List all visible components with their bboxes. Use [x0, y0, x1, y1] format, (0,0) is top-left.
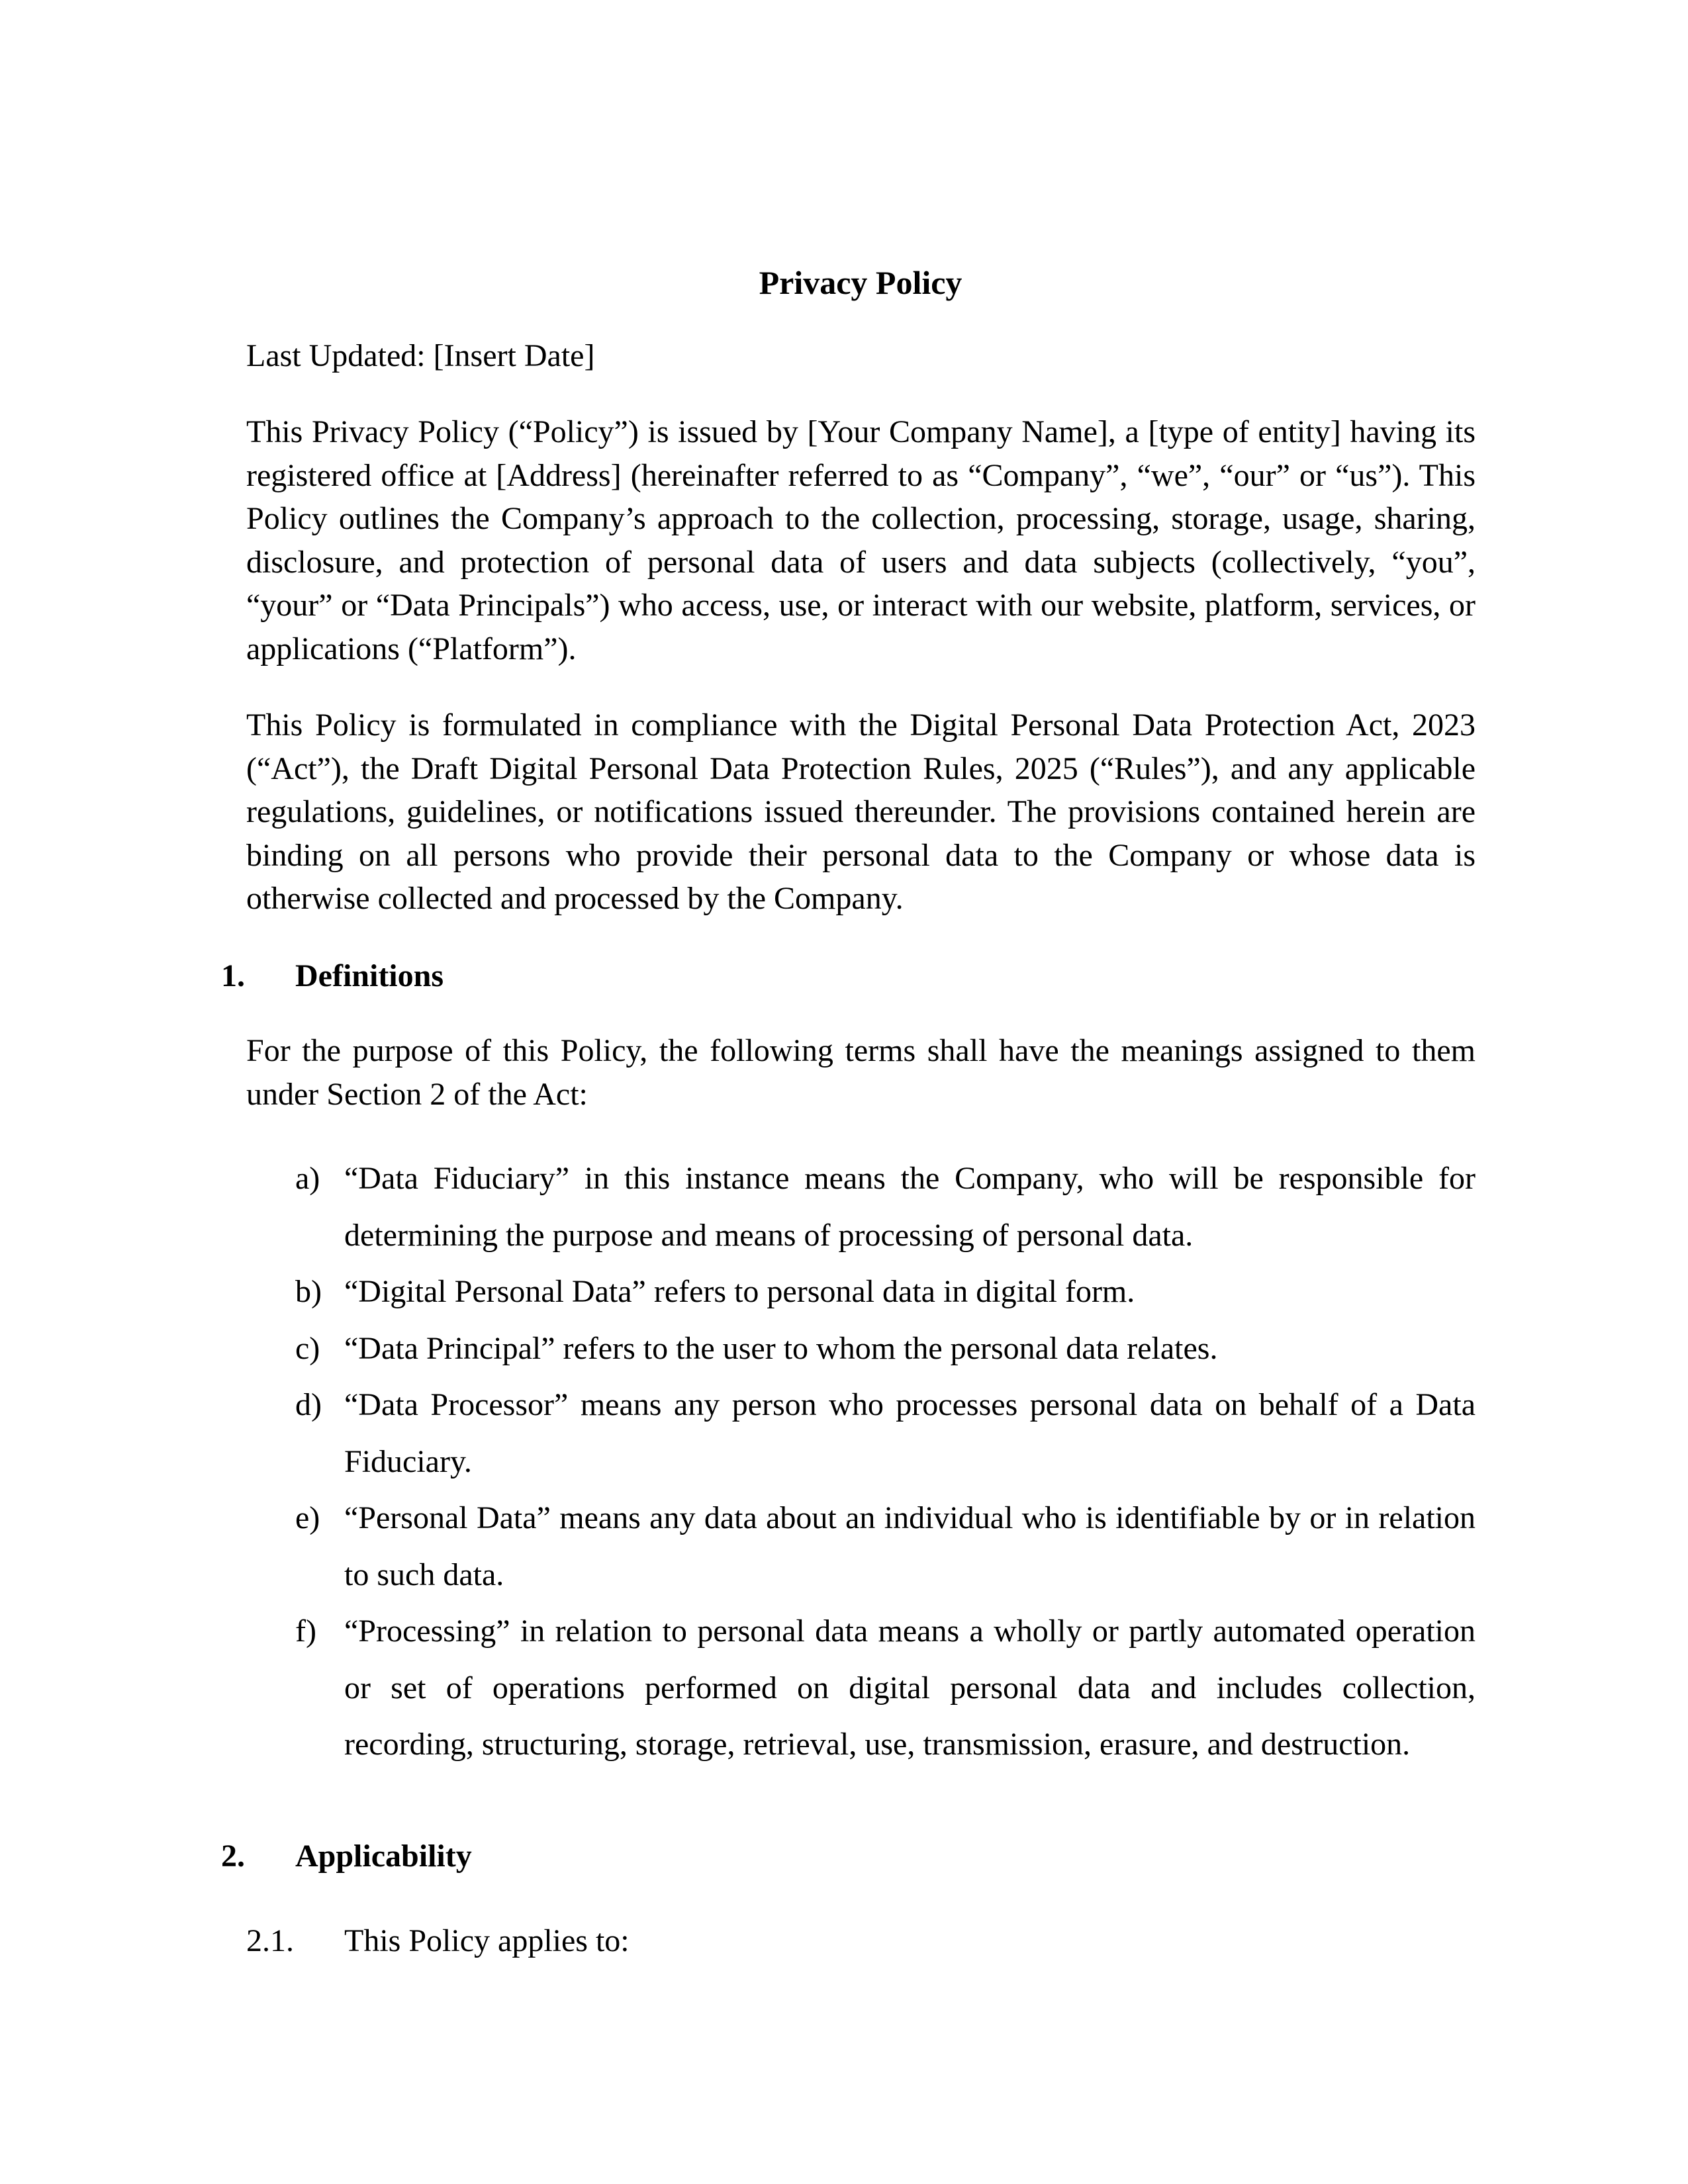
subsection-text: This Policy applies to: [344, 1923, 630, 1958]
list-marker: e) [295, 1500, 320, 1535]
subsection [246, 1918, 630, 1964]
list-item [295, 1320, 1476, 1377]
section-number: 1. [221, 958, 245, 993]
intro-paragraph: This Privacy Policy (“Policy”) is issued by [Your Company Name], a [type of entity] having its registered office at [Address] (hereinafter referred to as “Company”, “we”, “our” or “us”). This Policy outlines the Company’s approach to the collection, processing, storage, usage, sharing, disclosure, and protection of personal data of users and data subjects (collectively, “you”, “your” or “Data Principals”) who access, use, or interact with our website, platform, services, or applications (“Platform”). [246, 414, 1476, 666]
section-heading-applicability [221, 1833, 472, 1880]
list-marker: b) [295, 1274, 322, 1309]
definitions-intro: For the purpose of this Policy, the following terms shall have the meanings assigned to them under Section 2 of the Act: [246, 1033, 1476, 1112]
list-item [295, 1490, 1476, 1603]
page-title: Privacy Policy [759, 264, 962, 301]
definition-text: “Data Processor” means any person who processes personal data on behalf of a Data Fiduciary. [344, 1387, 1476, 1479]
list-marker: a) [295, 1161, 320, 1196]
section-heading-definitions [221, 953, 444, 999]
last-updated: Last Updated: [Insert Date] [246, 338, 595, 373]
list-item [295, 1603, 1476, 1773]
subsection-number: 2.1. [246, 1923, 294, 1958]
definitions-list [295, 1150, 1476, 1773]
list-marker: f) [295, 1614, 316, 1649]
list-marker: c) [295, 1330, 320, 1366]
definition-text: “Personal Data” means any data about an individual who is identifiable by or in relation to such data. [344, 1500, 1476, 1592]
definition-text: “Data Principal” refers to the user to whom the personal data relates. [344, 1330, 1218, 1366]
list-item [295, 1150, 1476, 1263]
section-title: Applicability [295, 1839, 472, 1874]
intro-paragraph: This Policy is formulated in compliance with the Digital Personal Data Protection Act, 2023 (“Act”), the Draft Digital Personal Data Protection Rules, 2025 (“Rules”), and any applicable regulations, guidelines, or notifications issued thereunder. The provisions contained herein are binding on all persons who provide their personal data to the Company or whose data is otherwise collected and processed by the Company. [246, 707, 1476, 917]
list-item [295, 1263, 1476, 1320]
list-marker: d) [295, 1387, 322, 1422]
definition-text: “Data Fiduciary” in this instance means the Company, who will be responsible for determining the purpose and means of processing of personal data. [344, 1161, 1476, 1253]
section-title: Definitions [295, 958, 444, 993]
definition-text: “Processing” in relation to personal data means a wholly or partly automated operation or set of operations performed on digital personal data and includes collection, recording, structuring, storage, retrieval, use, transmission, erasure, and destruction. [344, 1614, 1476, 1762]
list-item [295, 1377, 1476, 1490]
section-number: 2. [221, 1839, 245, 1874]
definition-text: “Digital Personal Data” refers to personal data in digital form. [344, 1274, 1135, 1309]
